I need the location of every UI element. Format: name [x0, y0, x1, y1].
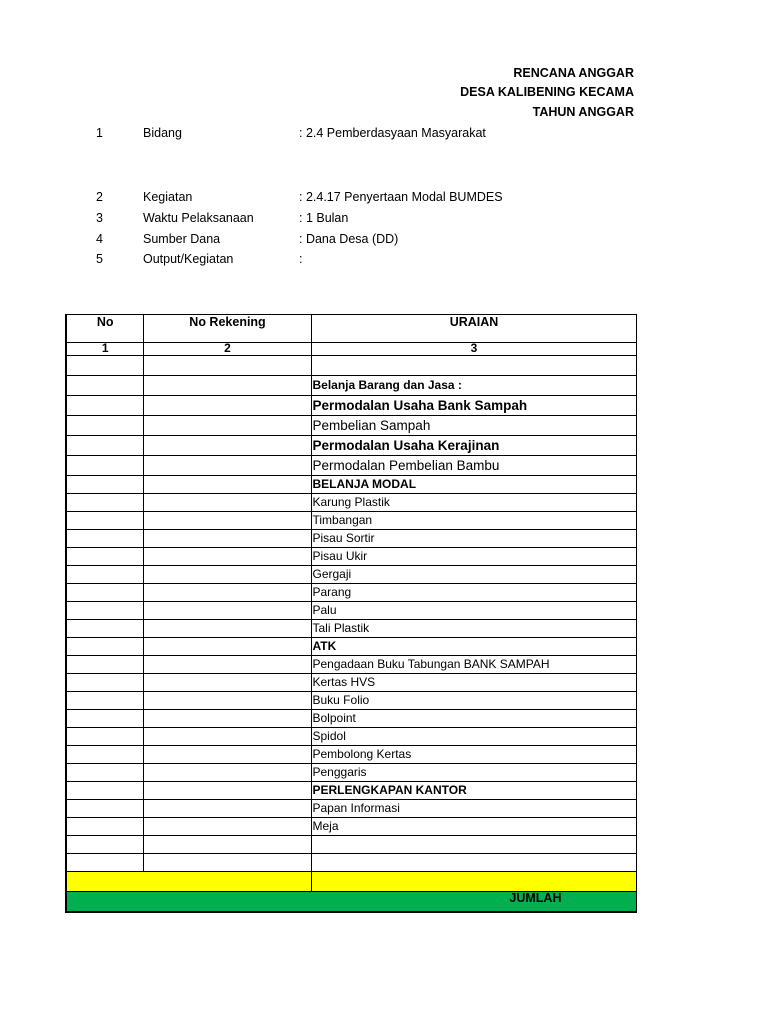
row-no-cell	[66, 638, 143, 656]
row-rekening-cell	[143, 602, 311, 620]
row-no-cell	[66, 584, 143, 602]
row-rekening-cell	[143, 836, 311, 854]
table-row	[66, 494, 636, 512]
doc-title-line1: RENCANA ANGGAR	[513, 66, 634, 80]
info-label: Kegiatan	[143, 190, 193, 204]
info-number: 5	[96, 252, 103, 266]
row-uraian-cell: Tali Plastik	[311, 620, 636, 638]
column-number: 3	[311, 343, 636, 356]
table-row	[66, 456, 636, 476]
column-number: 2	[143, 343, 311, 356]
row-no-cell	[66, 746, 143, 764]
row-uraian-cell	[311, 854, 636, 872]
row-rekening-cell	[143, 764, 311, 782]
row-rekening-cell	[143, 674, 311, 692]
table-row	[66, 584, 636, 602]
row-uraian-cell: Permodalan Usaha Kerajinan	[311, 436, 636, 456]
info-value: : 1 Bulan	[299, 211, 349, 225]
info-value: : Dana Desa (DD)	[299, 232, 399, 246]
table-row	[66, 800, 636, 818]
row-no-cell	[66, 566, 143, 584]
table-spacer-row	[66, 356, 636, 376]
row-uraian-cell: Kertas HVS	[311, 674, 636, 692]
table-row	[66, 566, 636, 584]
row-rekening-cell	[143, 638, 311, 656]
row-no-cell	[66, 656, 143, 674]
row-no-cell	[66, 728, 143, 746]
row-uraian-cell: Papan Informasi	[311, 800, 636, 818]
row-uraian-cell: Pisau Ukir	[311, 548, 636, 566]
row-no-cell	[66, 396, 143, 416]
column-number: 1	[66, 343, 143, 356]
info-row-bidang	[0, 126, 768, 142]
info-value: :	[299, 252, 303, 266]
table-row	[66, 656, 636, 674]
table-row	[66, 710, 636, 728]
info-number: 4	[96, 232, 103, 246]
info-number: 2	[96, 190, 103, 204]
table-row	[66, 854, 636, 872]
empty-cell	[143, 356, 311, 376]
header-no: No	[66, 315, 143, 343]
row-rekening-cell	[143, 476, 311, 494]
row-no-cell	[66, 548, 143, 566]
row-rekening-cell	[143, 512, 311, 530]
info-row-kegiatan	[0, 190, 768, 206]
row-uraian-cell: Permodalan Pembelian Bambu	[311, 456, 636, 476]
table-row	[66, 692, 636, 710]
table-row	[66, 764, 636, 782]
row-no-cell	[66, 674, 143, 692]
doc-title-line3: TAHUN ANGGAR	[532, 105, 634, 119]
info-label: Output/Kegiatan	[143, 252, 234, 266]
info-value: : 2.4.17 Penyertaan Modal BUMDES	[299, 190, 503, 204]
row-rekening-cell	[143, 728, 311, 746]
table-row	[66, 396, 636, 416]
table-yellow-row	[66, 872, 636, 892]
row-uraian-cell: PERLENGKAPAN KANTOR	[311, 782, 636, 800]
row-uraian-cell: Pisau Sortir	[311, 530, 636, 548]
row-no-cell	[66, 376, 143, 396]
row-no-cell	[66, 512, 143, 530]
row-uraian-cell	[311, 836, 636, 854]
info-label: Waktu Pelaksanaan	[143, 211, 254, 225]
table-row	[66, 548, 636, 566]
row-no-cell	[66, 416, 143, 436]
budget-table	[65, 314, 637, 913]
table-row	[66, 530, 636, 548]
table-row	[66, 818, 636, 836]
row-uraian-cell: Parang	[311, 584, 636, 602]
empty-cell	[311, 356, 636, 376]
row-no-cell	[66, 818, 143, 836]
row-rekening-cell	[143, 692, 311, 710]
header-no-rekening: No Rekening	[143, 315, 311, 343]
row-rekening-cell	[143, 530, 311, 548]
row-uraian-cell: Karung Plastik	[311, 494, 636, 512]
row-no-cell	[66, 476, 143, 494]
total-label: JUMLAH	[66, 892, 636, 913]
doc-title-line2: DESA KALIBENING KECAMA	[460, 85, 634, 99]
row-uraian-cell: Penggaris	[311, 764, 636, 782]
row-rekening-cell	[143, 854, 311, 872]
row-rekening-cell	[143, 494, 311, 512]
row-no-cell	[66, 764, 143, 782]
row-no-cell	[66, 800, 143, 818]
row-uraian-cell: Pengadaan Buku Tabungan BANK SAMPAH	[311, 656, 636, 674]
row-no-cell	[66, 836, 143, 854]
info-row-sumber-dana	[0, 232, 768, 248]
empty-cell	[66, 872, 311, 892]
row-uraian-cell: Buku Folio	[311, 692, 636, 710]
row-rekening-cell	[143, 620, 311, 638]
row-uraian-cell: Pembelian Sampah	[311, 416, 636, 436]
row-uraian-cell: Belanja Barang dan Jasa :	[311, 376, 636, 396]
row-uraian-cell: Pembolong Kertas	[311, 746, 636, 764]
row-uraian-cell: Meja	[311, 818, 636, 836]
row-rekening-cell	[143, 782, 311, 800]
row-uraian-cell: Bolpoint	[311, 710, 636, 728]
row-rekening-cell	[143, 456, 311, 476]
row-rekening-cell	[143, 376, 311, 396]
row-rekening-cell	[143, 416, 311, 436]
info-number: 1	[96, 126, 103, 140]
info-label: Sumber Dana	[143, 232, 221, 246]
table-column-number-row	[66, 343, 636, 356]
table-row	[66, 512, 636, 530]
table-row	[66, 782, 636, 800]
row-no-cell	[66, 692, 143, 710]
table-row	[66, 674, 636, 692]
table-row	[66, 620, 636, 638]
table-row	[66, 436, 636, 456]
row-uraian-cell: BELANJA MODAL	[311, 476, 636, 494]
row-no-cell	[66, 602, 143, 620]
row-rekening-cell	[143, 710, 311, 728]
row-rekening-cell	[143, 548, 311, 566]
table-row	[66, 416, 636, 436]
table-row	[66, 376, 636, 396]
row-rekening-cell	[143, 566, 311, 584]
info-row-waktu	[0, 211, 768, 227]
row-uraian-cell: Gergaji	[311, 566, 636, 584]
row-rekening-cell	[143, 818, 311, 836]
table-row	[66, 638, 636, 656]
info-label: Bidang	[143, 126, 182, 140]
row-uraian-cell: Timbangan	[311, 512, 636, 530]
row-no-cell	[66, 530, 143, 548]
empty-cell	[66, 356, 143, 376]
row-rekening-cell	[143, 800, 311, 818]
info-value: : 2.4 Pemberdasyaan Masyarakat	[299, 126, 486, 140]
row-uraian-cell: Spidol	[311, 728, 636, 746]
row-no-cell	[66, 494, 143, 512]
row-rekening-cell	[143, 746, 311, 764]
row-no-cell	[66, 782, 143, 800]
empty-cell	[311, 872, 636, 892]
table-row	[66, 728, 636, 746]
row-rekening-cell	[143, 396, 311, 416]
info-row-output	[0, 252, 768, 268]
row-no-cell	[66, 854, 143, 872]
table-row	[66, 476, 636, 494]
row-rekening-cell	[143, 436, 311, 456]
table-row	[66, 602, 636, 620]
row-rekening-cell	[143, 584, 311, 602]
table-header-row	[66, 315, 636, 343]
row-no-cell	[66, 710, 143, 728]
row-uraian-cell: ATK	[311, 638, 636, 656]
header-uraian: URAIAN	[311, 315, 636, 343]
row-no-cell	[66, 456, 143, 476]
table-row	[66, 836, 636, 854]
row-no-cell	[66, 436, 143, 456]
row-uraian-cell: Palu	[311, 602, 636, 620]
info-number: 3	[96, 211, 103, 225]
row-rekening-cell	[143, 656, 311, 674]
row-no-cell	[66, 620, 143, 638]
table-row	[66, 746, 636, 764]
table-total-row	[66, 892, 636, 913]
row-uraian-cell: Permodalan Usaha Bank Sampah	[311, 396, 636, 416]
